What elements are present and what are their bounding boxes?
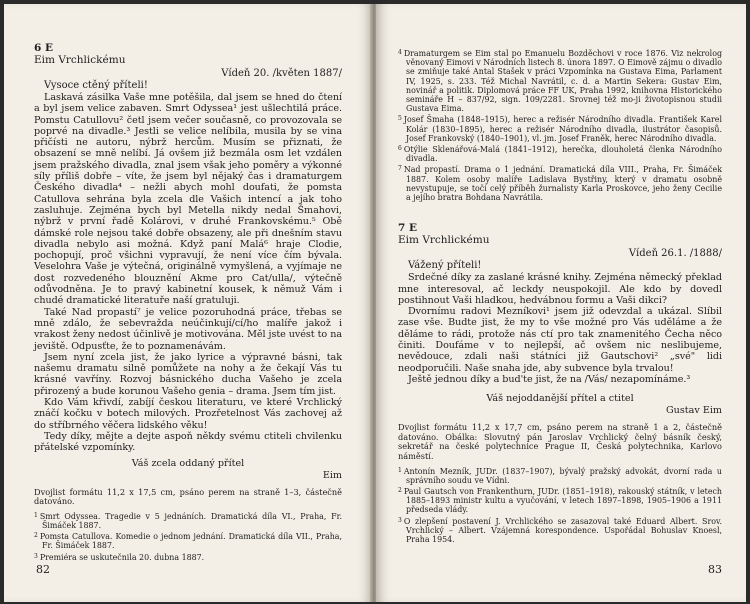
- letter-number: 7 E: [398, 222, 417, 235]
- footnote: $^2$ Pomsta Catullova. Komedie o jednom jednání. Dramatická díla VII., Praha, Fr. Šimáček 1887.: [34, 532, 342, 551]
- letter-body: [398, 272, 722, 385]
- letter-description: Dvojlist formátu 11,2 x 17,7 cm, psáno perem na straně 1 a 2, částečně datováno. Obálka: Slovutný pán Jaroslav Vrchlický čelný básník český, sekretář na české polytechnice Prague II, Česká polytechnika, Karlovo náměstí.: [398, 422, 722, 461]
- footnote: $^6$ Otýlie Sklenářová-Malá (1841–1912), herečka, dlouholetá členka Národního divadla.: [398, 145, 722, 164]
- footnote: $^4$ Dramaturgem se Eim stal po Emanuelu Bozděchovi v roce 1876. Viz nekrolog věnovaný Eimovi v Národních listech 8. února 1897. O Eimově zájmu o divadlo se zmiňuje také Antal Stašek v práci Vzpomínka na Gustava Eima, Parlament IV, 1925, s. 233. Též Michal Navrátil, c. d. a Martin Sekera: Gustav Eim, novinář a politik. Diplomová práce FF UK, Praha 1992, knihovna Historického semináře H – 837/92, sign. 109/2281. Srovnej též mo-ji životopisnou studii Gustava Eima.: [398, 49, 722, 114]
- letter-recipient: Eim Vrchlickému: [398, 234, 490, 247]
- footnote: $^2$ Paul Gautsch von Frankenthurn, JUDr. (1851–1918), rakouský státník, v letech 1885–1893 ministr kultu a vyučování, v letech 1897–1898, 1905–1906 a 1911 předseda vlády.: [398, 487, 722, 515]
- paragraph: Tedy díky, mějte a dejte aspoň někdy svému ctiteli chvilenku přátelské vzpomínky.: [34, 430, 342, 454]
- paragraph: Jsem nyní zcela jist, že jako lyrice a výpravné básni, tak našemu dramatu silně pomůžete na nohy a že čekají Vás tu krásné vavříny. Rozvoj básnického ducha Vašeho je zcela přirozený a bude korunou Vašeho genia – drama. Jsem tím jist.: [34, 351, 342, 397]
- paragraph: Srdečné díky za zaslané krásné knihy. Zejména německý překlad mne interesoval, ač leckdy neuspokojil. Ale kdo by dovedl postihnout Vaši hladkou, hedvábnou formu a Vaši dikci?: [398, 272, 722, 306]
- footnote: $^7$ Nad propastí. Drama o 1 jednání. Dramatická díla VIII., Praha, Fr. Šimáček 1887. Kolem osoby malíře Ladislava Bystřiny, který v dramatu osobně nevystupuje, se točí celý příběh žurnalisty Karla Proskovce, jeho ženy Cecilie a jejího bratra Bohdana Navrátila.: [398, 165, 722, 203]
- footnote: $^1$ Smrt Odyssea. Tragedie v 5 jednáních. Dramatická díla VI., Praha, Fr. Šimáček 1887.: [34, 511, 342, 530]
- page-number: 82: [36, 563, 50, 576]
- footnotes: [34, 511, 342, 562]
- footnotes-continued: [398, 48, 722, 202]
- letter-date: Vídeň 26.1. /1888/: [628, 248, 722, 260]
- left-page: [4, 4, 372, 602]
- right-page: [376, 4, 746, 602]
- letter-closing: Váš zcela oddaný přítel: [131, 457, 245, 469]
- letter-closing: Váš nejoddanější přítel a ctitel: [486, 393, 634, 405]
- letter-description: Dvojlist formátu 11,2 x 17,5 cm, psáno perem na straně 1–3, částečně datováno.: [34, 486, 342, 507]
- letter-body: [34, 92, 342, 454]
- letter-signature: Gustav Eim: [666, 405, 722, 417]
- footnote: $^3$ Premiéra se uskutečnila 20. dubna 1887.: [34, 552, 205, 562]
- paragraph: Kdo Vám křivdí, zabíjí českou literaturu, ve které Vrchlický znáčí kočku v botech milových. Prozřetelnost Vás zachovej až do stříbrného věčera lidského věku!: [34, 397, 342, 431]
- letter-signature: Eim: [322, 469, 342, 481]
- letter-number: 6 E: [34, 42, 53, 54]
- footnote: $^1$ Antonín Mezník, JUDr. (1837–1907), bývalý pražský advokát, dvorní rada u správního soudu ve Vídni.: [398, 466, 722, 485]
- footnote: $^5$ Josef Šmaha (1848–1915), herec a režisér Národního divadla. František Karel Kolár (1830–1895), herec a režisér Národního divadla, ilustrátor časopisů. Josef Frankovský (1840–1901), vl. jm. Josef Franěk, herec Národního divadla.: [398, 115, 722, 143]
- paragraph: Ještě jednou díky a bud'te jist, že na /Vás/ nezapomínáme.³: [408, 373, 691, 385]
- letter-greeting: Vážený příteli!: [408, 260, 482, 272]
- paragraph: Laskavá zásilka Vaše mne potěšila, dal jsem se hned do čtení a byl jsem velice zabaven. Smrt Odyssea¹ jest ušlechtilá práce. Pomstu Catullovu² četl jsem večer současně, co provozovala se poprvé na divadle.³ Jestli se velice nelíbila, musila by se vina přičísti ne autoru, nýbrž hercům. Musím se přiznati, že obsazení se mně nelíbí. Já ovšem již bezmála osm let vzdálen jsem pražského divadla, znal jsem však jeho poměry a výkonné síly příliš dobře – víte, že jsem byl nějaký čas i dramaturgem Českého divadla⁴ – nežli abych mohl doufati, že pomsta Catullova sehrána byla zcela dle Vašich intencí a jak toho zasluhuje. Zejména bych byl Metella nikdy nedal Šmahovi, nýbrž v první řadě Kolárovi, v druhé Frankovskému.⁵ Obě dámské role nejsou také dobře obsazeny, ale při dnešním stavu divadla nebylo asi možná. Když paní Malá⁶ hraje Clodie, pochopují, proč všichni vypravují, že není více čím bývala. Veselohra Vaše je výtečná, originálně vymyšlená, a vyjímaje ne dost rozvedeného blouznění Akme pro Cat/ulla/, výtečně odůvodněna. Je to pravý kabinetní kousek, k němuž Vám i chudé dramatické literatuře naší gratuluji.: [34, 92, 342, 307]
- letter-recipient: Eim Vrchlickému: [34, 54, 126, 66]
- page-number: 83: [708, 563, 722, 576]
- paragraph: Také Nad propastí⁷ je velice pozoruhodná práce, třebas se mně zdálo, že sebevražda neúčinkují/cí/ho malíře jakož i vrakost ženy nedost účinlivě je motivována. Měl jste uvést to na jeviště. Odpusťte, že to poznamenávám.: [34, 306, 342, 352]
- letter-date: Vídeň 20. /květen 1887/: [221, 68, 342, 79]
- paragraph: Dvornímu radovi Mezníkovi¹ jsem již odevzdal a ukázal. Slíbil zase vše. Budte jist, že my to vše možné pro Vás uděláme a že děláme to rádi, protože nás ctí pro tak znamenitého Čecha něco činiti. Doufáme v to nejlepší, ač ovšem nic neslibujeme, nevědouce, zdali naši státníci již Gautschovi² „své" lidi neodporučili. Naše snaha jde, aby subvence byla trvalou!: [398, 306, 722, 374]
- footnotes: [398, 466, 722, 545]
- letter-greeting: Vysoce ctěný příteli!: [44, 80, 148, 91]
- footnote: $^3$ O zlepšení postavení J. Vrchlického se zasazoval také Eduard Albert. Srov. Vrchlický – Albert. Vzájemná korespondence. Uspořádal Bohuslav Knoesl, Praha 1954.: [398, 516, 722, 545]
